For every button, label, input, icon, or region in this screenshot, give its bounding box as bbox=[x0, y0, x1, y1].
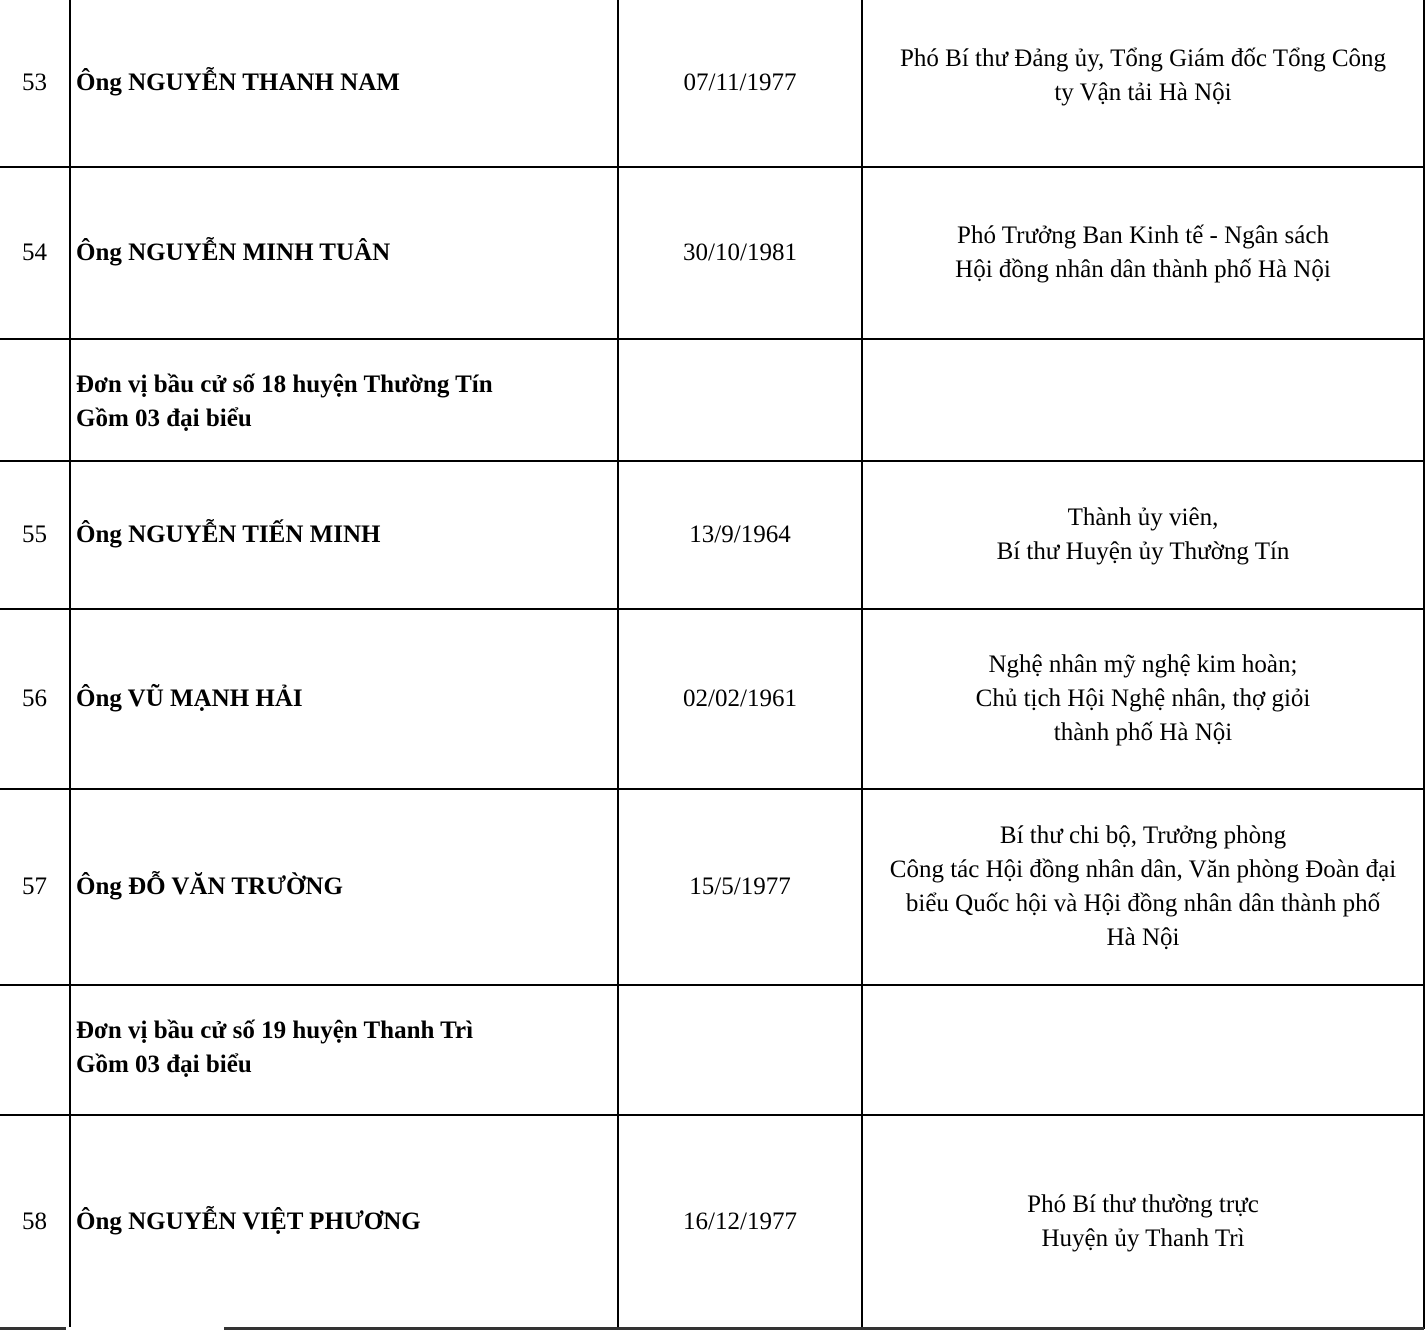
electoral-unit-heading bbox=[70, 339, 618, 461]
unit-count: Gồm 03 đại biểu bbox=[76, 1051, 252, 1078]
position-line: Huyện ủy Thanh Trì bbox=[1041, 1224, 1245, 1252]
date-of-birth-empty bbox=[618, 339, 862, 461]
position-line: Phó Trưởng Ban Kinh tế - Ngân sách bbox=[957, 222, 1329, 249]
position-line: Bí thư chi bộ, Trưởng phòng bbox=[999, 822, 1287, 849]
date-of-birth: 13/9/1964 bbox=[618, 461, 862, 609]
date-of-birth: 02/02/1961 bbox=[618, 609, 862, 789]
unit-title: Đơn vị bầu cử số 18 huyện Thường Tín bbox=[76, 371, 493, 398]
row-number: 56 bbox=[0, 609, 70, 789]
position-line: Hà Nội bbox=[1106, 924, 1180, 951]
candidate-name: Ông NGUYỄN VIỆT PHƯƠNG bbox=[70, 1115, 618, 1328]
position-cell bbox=[862, 167, 1424, 339]
candidate-name: Ông ĐỖ VĂN TRƯỜNG bbox=[70, 789, 618, 985]
unit-count: Gồm 03 đại biểu bbox=[76, 405, 252, 432]
row-number: 58 bbox=[0, 1115, 70, 1328]
table-row bbox=[0, 609, 1424, 789]
date-of-birth: 15/5/1977 bbox=[618, 789, 862, 985]
row-number: 53 bbox=[0, 0, 70, 167]
row-number-empty bbox=[0, 985, 70, 1115]
position-cell bbox=[862, 0, 1424, 167]
page-bottom-edge bbox=[0, 1327, 1424, 1332]
row-number: 55 bbox=[0, 461, 70, 609]
row-number: 57 bbox=[0, 789, 70, 985]
table-row bbox=[0, 0, 1424, 167]
position-line: Hội đồng nhân dân thành phố Hà Nội bbox=[955, 256, 1331, 283]
table-row bbox=[0, 339, 1424, 461]
position-line: Phó Bí thư thường trực bbox=[1027, 1190, 1259, 1218]
date-of-birth-empty bbox=[618, 985, 862, 1115]
position-line: Công tác Hội đồng nhân dân, Văn phòng Đoàn đại bbox=[889, 856, 1397, 883]
edge-segment bbox=[224, 1327, 1424, 1330]
table-row bbox=[0, 1115, 1424, 1328]
candidate-name: Ông VŨ MẠNH HẢI bbox=[70, 609, 618, 789]
position-line: Chủ tịch Hội Nghệ nhân, thợ giỏi bbox=[975, 685, 1311, 712]
candidate-name: Ông NGUYỄN THANH NAM bbox=[70, 0, 618, 167]
candidate-name: Ông NGUYỄN TIẾN MINH bbox=[70, 461, 618, 609]
position-cell bbox=[862, 609, 1424, 789]
position-line: biểu Quốc hội và Hội đồng nhân dân thành phố bbox=[905, 890, 1381, 917]
table-row bbox=[0, 167, 1424, 339]
candidate-name: Ông NGUYỄN MINH TUÂN bbox=[70, 167, 618, 339]
position-cell-empty bbox=[862, 339, 1424, 461]
unit-title: Đơn vị bầu cử số 19 huyện Thanh Trì bbox=[76, 1017, 474, 1044]
position-cell bbox=[862, 789, 1424, 985]
position-cell-empty bbox=[862, 985, 1424, 1115]
electoral-unit-heading bbox=[70, 985, 618, 1115]
date-of-birth: 07/11/1977 bbox=[618, 0, 862, 167]
row-number: 54 bbox=[0, 167, 70, 339]
position-cell bbox=[862, 461, 1424, 609]
position-line: thành phố Hà Nội bbox=[1053, 719, 1233, 746]
position-line: Bí thư Huyện ủy Thường Tín bbox=[996, 538, 1290, 565]
row-number-empty bbox=[0, 339, 70, 461]
position-cell bbox=[862, 1115, 1424, 1328]
table-row bbox=[0, 985, 1424, 1115]
table-row bbox=[0, 789, 1424, 985]
date-of-birth: 16/12/1977 bbox=[618, 1115, 862, 1328]
table-row bbox=[0, 461, 1424, 609]
position-line: Nghệ nhân mỹ nghệ kim hoàn; bbox=[988, 651, 1298, 678]
date-of-birth: 30/10/1981 bbox=[618, 167, 862, 339]
position-line: Thành ủy viên, bbox=[1067, 504, 1219, 531]
position-line: ty Vận tải Hà Nội bbox=[1054, 79, 1232, 106]
position-line: Phó Bí thư Đảng ủy, Tổng Giám đốc Tổng Công bbox=[900, 45, 1386, 72]
edge-segment bbox=[0, 1327, 66, 1330]
